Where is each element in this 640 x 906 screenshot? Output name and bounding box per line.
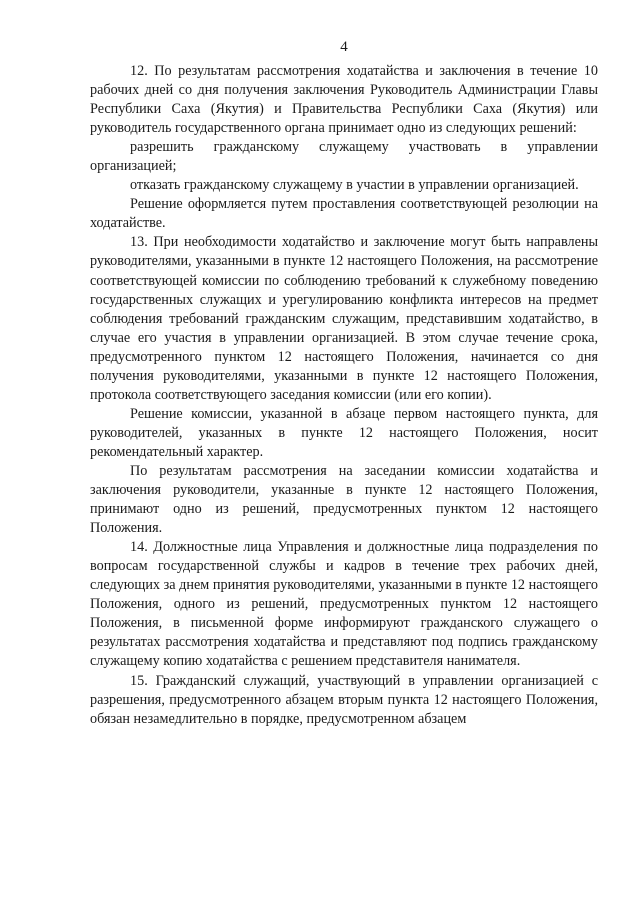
paragraph-12-option-refuse: отказать гражданскому служащему в участии в управлении организацией. (130, 177, 579, 194)
document-body (90, 62, 598, 729)
paragraph-12-option-allow: разрешить гражданскому служащему участвовать в управлении организацией; (90, 139, 598, 175)
paragraph-13: 13. При необходимости ходатайство и заключение могут быть направлены руководителями, указанными в пункте 12 настоящего Положения, на рассмотрение соответствующей комиссии по соблюдению требований к служебному поведению государственных служащих и урегулированию конфликта интересов на предмет соблюдения требований гражданским служащим, представившим ходатайство, в случае его участия в управлении организацией. В этом случае течение срока, предусмотренного пунктом 12 настоящего Положения, начинается со дня получения руководителями, указанными в пункте 12 настоящего Положения, протокола соответствующего заседания комиссии (или его копии). (90, 234, 598, 403)
paragraph-14: 14. Должностные лица Управления и должностные лица подразделения по вопросам государственной службы и кадров в течение трех рабочих дней, следующих за днем принятия руководителями, указанными в пункте 12 настоящего Положения, одного из решений, предусмотренных пунктом 12 настоящего Положения, в письменной форме информируют гражданского служащего о результатах рассмотрения ходатайства и представляют под подпись гражданскому служащему копию ходатайства с решением представителя нанимателя. (90, 539, 598, 670)
paragraph-13-commission-decision: Решение комиссии, указанной в абзаце первом настоящего пункта, для руководителей, указанных в пункте 12 настоящего Положения, носит рекомендательный характер. (90, 405, 598, 460)
paragraph-15: 15. Гражданский служащий, участвующий в управлении организацией с разрешения, предусмотренного абзацем вторым пункта 12 настоящего Положения, обязан незамедлительно в порядке, предусмотренном абзацем (90, 672, 598, 727)
page-number: 4 (340, 39, 348, 55)
paragraph-13-outcome: По результатам рассмотрения на заседании комиссии ходатайства и заключения руководители, указанные в пункте 12 настоящего Положения, принимают одно из решений, предусмотренных пунктом 12 настоящего Положения. (90, 462, 598, 537)
paragraph-12-intro: 12. По результатам рассмотрения ходатайства и заключения в течение 10 рабочих дней со дня получения заключения Руководитель Администрации Главы Республики Саха (Якутия) и Правительства Республики Саха (Якутия) или руководитель государственного органа принимает одно из следующих решений: (90, 63, 598, 137)
paragraph-12-resolution: Решение оформляется путем проставления соответствующей резолюции на ходатайстве. (90, 196, 598, 232)
